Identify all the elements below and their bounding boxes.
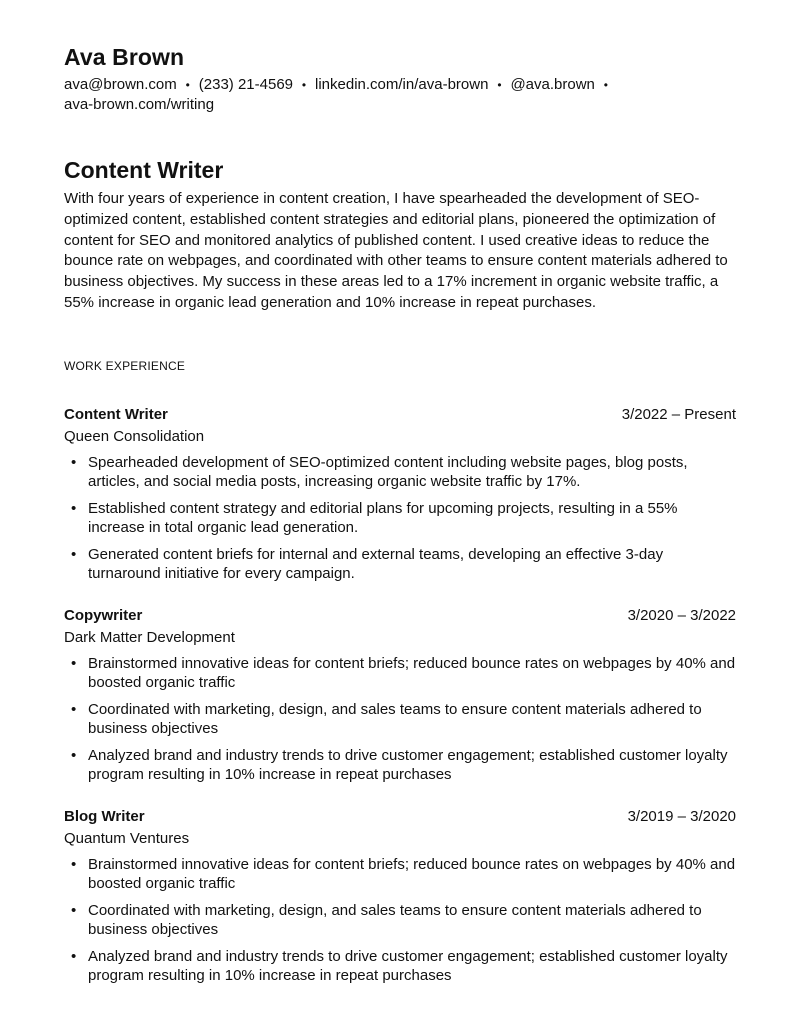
job-bullet: • Generated content briefs for internal and external teams, developing an effective 3-day turnaround initiative for every campaign. <box>71 545 664 582</box>
separator-dot: • <box>497 78 502 92</box>
job-header <box>64 806 736 828</box>
contact-linkedin[interactable]: linkedin.com/in/ava-brown • <box>315 75 510 95</box>
resume-headline: Content Writer <box>64 157 224 183</box>
job-bullets <box>64 855 736 985</box>
job-company: Quantum Ventures <box>64 829 190 847</box>
bullet-icon: • <box>71 746 77 764</box>
candidate-name: Ava Brown <box>64 44 185 70</box>
job-header <box>64 404 736 426</box>
contact-phone[interactable]: (233) 21-4569 • <box>199 75 315 95</box>
job-bullet: • Established content strategy and editorial plans for upcoming projects, resulting in a 55% increase in total organic lead generation. <box>71 499 678 536</box>
separator-dot: • <box>301 78 307 92</box>
contact-website[interactable]: ava-brown.com/writing <box>64 96 215 113</box>
job-title: Content Writer <box>64 405 168 423</box>
bullet-icon: • <box>71 700 77 718</box>
job-entry <box>64 605 736 784</box>
job-dates: 3/2019 – 3/2020 <box>627 807 736 825</box>
job-dates: 3/2020 – 3/2022 <box>627 606 736 624</box>
job-bullet: • Coordinated with marketing, design, and sales teams to ensure content materials adhered to business objectives <box>71 700 702 737</box>
contact-social-handle[interactable]: @ava.brown • <box>510 75 616 95</box>
work-experience-list <box>64 404 736 985</box>
job-title: Copywriter <box>64 606 143 624</box>
job-bullets <box>64 453 736 583</box>
separator-dot: • <box>185 78 190 92</box>
job-header <box>64 605 736 627</box>
job-entry <box>64 806 736 985</box>
job-bullet: • Analyzed brand and industry trends to drive customer engagement; established customer loyalty program resulting in 10% increase in repeat purchases <box>71 746 728 783</box>
bullet-icon: • <box>71 453 77 471</box>
job-entry <box>64 404 736 583</box>
job-dates: 3/2022 – Present <box>621 405 736 423</box>
job-bullet: • Spearheaded development of SEO-optimized content including website pages, blog posts, articles, and social media posts, increasing organic website traffic by 17%. <box>71 453 688 490</box>
bullet-icon: • <box>71 947 77 965</box>
contact-line <box>64 75 664 115</box>
work-experience-heading: WORK EXPERIENCE <box>64 358 186 373</box>
contact-email[interactable]: ava@brown.com • <box>64 75 199 95</box>
job-bullet: • Analyzed brand and industry trends to drive customer engagement; established customer loyalty program resulting in 10% increase in repeat purchases <box>71 947 728 984</box>
bullet-icon: • <box>71 901 77 919</box>
job-bullet: • Brainstormed innovative ideas for content briefs; reduced bounce rates on webpages by 40% and boosted organic traffic <box>71 654 736 691</box>
bullet-icon: • <box>71 545 77 563</box>
bullet-icon: • <box>71 855 77 873</box>
job-bullet: • Coordinated with marketing, design, and sales teams to ensure content materials adhered to business objectives <box>71 901 702 938</box>
job-company: Queen Consolidation <box>64 427 205 445</box>
job-company: Dark Matter Development <box>64 628 235 646</box>
resume-page <box>64 42 736 1007</box>
job-bullet: • Brainstormed innovative ideas for content briefs; reduced bounce rates on webpages by 40% and boosted organic traffic <box>71 855 736 892</box>
job-title: Blog Writer <box>64 807 145 825</box>
bullet-icon: • <box>71 654 77 672</box>
job-bullets <box>64 654 736 784</box>
separator-dot: • <box>603 78 608 92</box>
bullet-icon: • <box>71 499 77 517</box>
professional-summary: With four years of experience in content creation, I have spearheaded the development of SEO-optimized content, established content strategies and editorial plans, pioneered the optimization of content for SEO and monitored analytics of published content. I used creative ideas to reduce the bounce rate on webpages, and coordinated with other teams to ensure content materials adhered to business objectives. My success in these areas led to a 17% increment in organic website traffic, a 55% increase in organic lead generation and 10% increase in repeat purchases. <box>64 190 728 311</box>
